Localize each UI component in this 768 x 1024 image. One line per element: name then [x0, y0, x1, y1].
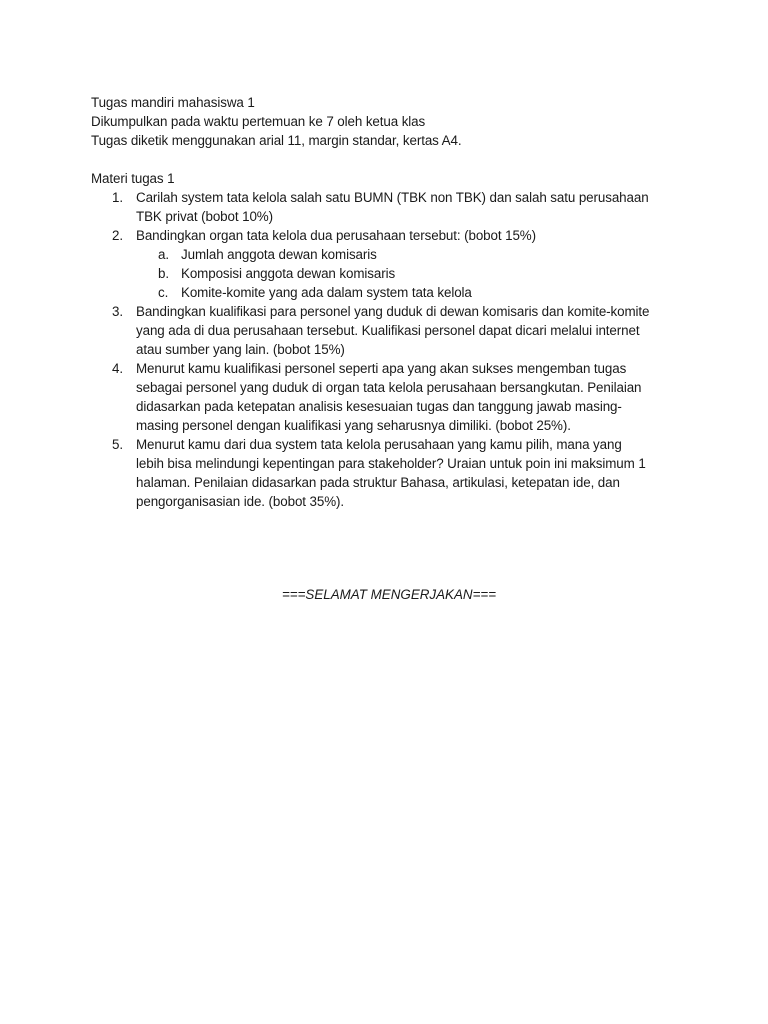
header-line-2: Dikumpulkan pada waktu pertemuan ke 7 oleh ketua klas — [91, 114, 426, 129]
task-text-line: yang ada di dua perusahaan tersebut. Kualifikasi personel dapat dicari melalui internet — [136, 323, 640, 338]
task-text-line: TBK privat (bobot 10%) — [136, 209, 273, 224]
subtask-list — [136, 245, 691, 302]
task-item-4 — [91, 359, 691, 435]
subtask-item-b — [136, 264, 691, 283]
task-item-5 — [91, 435, 691, 511]
task-text-line: didasarkan pada ketepatan analisis kesesuaian tugas dan tanggung jawab masing- — [136, 399, 622, 414]
list-marker: 2. — [112, 228, 123, 243]
task-text-line: sebagai personel yang duduk di organ tata kelola perusahaan bersangkutan. Penilaian — [136, 380, 642, 395]
task-text-line: Menurut kamu dari dua system tata kelola perusahaan yang kamu pilih, mana yang — [136, 437, 622, 452]
task-list — [91, 188, 691, 511]
task-text-line: masing personel dengan kualifikasi yang seharusnya dimiliki. (bobot 25%). — [136, 418, 571, 433]
task-text-line: Bandingkan kualifikasi para personel yang duduk di dewan komisaris dan komite-komite — [136, 304, 650, 319]
task-item-1 — [91, 188, 691, 226]
blank-line — [91, 150, 691, 169]
list-marker: 3. — [112, 304, 123, 319]
task-item-3 — [91, 302, 691, 359]
list-marker: 5. — [112, 437, 123, 452]
list-marker: a. — [158, 247, 169, 262]
materi-title: Materi tugas 1 — [91, 171, 175, 186]
document-body — [91, 93, 691, 511]
header-line-3: Tugas diketik menggunakan arial 11, margin standar, kertas A4. — [91, 133, 462, 148]
closing-text: ===SELAMAT MENGERJAKAN=== — [281, 587, 497, 602]
subtask-item-c — [136, 283, 691, 302]
list-marker: 4. — [112, 361, 123, 376]
list-marker: c. — [158, 285, 169, 300]
task-text-line: Menurut kamu kualifikasi personel seperti apa yang akan sukses mengemban tugas — [136, 361, 627, 376]
task-text-line: halaman. Penilaian didasarkan pada struktur Bahasa, artikulasi, ketepatan ide, dan — [136, 475, 620, 490]
subtask-text: Jumlah anggota dewan komisaris — [181, 247, 377, 262]
list-marker: b. — [158, 266, 169, 281]
subtask-text: Komite-komite yang ada dalam system tata kelola — [181, 285, 472, 300]
task-item-2 — [91, 226, 691, 302]
subtask-item-a — [136, 245, 691, 264]
task-text-line: Bandingkan organ tata kelola dua perusahaan tersebut: (bobot 15%) — [136, 228, 536, 243]
task-text-line: lebih bisa melindungi kepentingan para stakeholder? Uraian untuk poin ini maksimum 1 — [136, 456, 646, 471]
task-text-line: pengorganisasian ide. (bobot 35%). — [136, 494, 345, 509]
list-marker: 1. — [112, 190, 123, 205]
task-text-line: Carilah system tata kelola salah satu BUMN (TBK non TBK) dan salah satu perusahaan — [136, 190, 649, 205]
header-line-1: Tugas mandiri mahasiswa 1 — [91, 95, 255, 110]
subtask-text: Komposisi anggota dewan komisaris — [181, 266, 396, 281]
task-text-line: atau sumber yang lain. (bobot 15%) — [136, 342, 345, 357]
